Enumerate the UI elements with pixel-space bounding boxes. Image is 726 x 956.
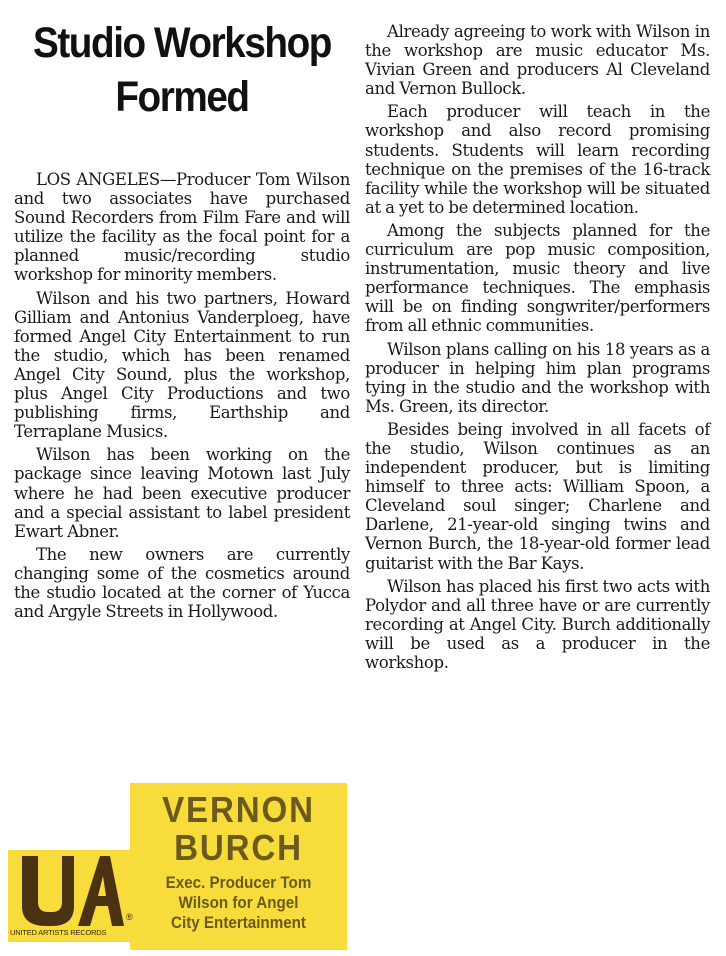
article-paragraph: Wilson has been working on the package since leaving Motown last July where he had been executive producer and a special assistant to label president Ewart Abner. [14,445,350,541]
article-paragraph: Wilson and his two partners, Howard Gilliam and Antonius Vanderploeg, have formed Angel City Entertainment to run the studio, which has been renamed Angel City Sound, plus the workshop, plus Angel City Productions and two publishing firms, Earthship and Terraplane Musics. [14,288,350,442]
ad-credit-line-3: City Entertainment [171,914,306,932]
ua-logo-u [22,856,74,926]
headline-line-2: Formed [115,73,249,121]
ua-logo-a [78,856,124,926]
ua-logo-icon [18,854,126,928]
ua-logo-text: UNITED ARTISTS RECORDS [10,928,107,937]
article-paragraph: LOS ANGELES—Producer Tom Wilson and two associates have purchased Sound Recorders from Film Fare and will utilize the facility as the focal point for a planned music/recording studio workshop for minority members. [14,170,350,285]
ad-name-line-1: VERNON [162,789,315,830]
article-paragraph: Besides being involved in all facets of the studio, Wilson continues as an independent producer, but is limiting himself to three acts: William Spoon, a Cleveland soul singer; Charlene and Darlene, 21-year-old singing twins and Vernon Burch, the 18-year-old former lead guitarist with the Bar Kays. [365,419,710,573]
article-paragraph: Wilson plans calling on his 18 years as a producer in helping him plan programs tying in the studio and the workshop with Ms. Green, its director. [365,339,710,416]
article-paragraph: Each producer will teach in the workshop and also record promising students. Students will learn recording technique on the premises of the 16-track facility while the workshop will be situated at a yet to be determined location. [365,102,710,217]
ad-credit-line-2: Wilson for Angel [178,894,299,912]
headline [29,18,335,122]
right-column [365,22,710,676]
ad-credit-line-1: Exec. Producer Tom [165,874,312,892]
registered-mark: ® [126,912,133,922]
ad-name-line-2: BURCH [174,827,303,868]
headline-line-1: Studio Workshop [32,19,332,67]
united-artists-logo [8,850,136,942]
ad-credit [139,873,339,933]
ad-artist-name [139,791,339,867]
left-body [14,170,350,625]
article-paragraph: Among the subjects planned for the curriculum are pop music composition, instrumentation, music theory and live performance techniques. The emphasis will be on finding songwriter/performers from all ethnic communities. [365,220,710,336]
vernon-burch-ad [130,783,347,950]
article-paragraph: The new owners are currently changing some of the cosmetics around the studio located at the corner of Yucca and Argyle Streets in Hollywood. [14,544,350,622]
article-paragraph: Wilson has placed his first two acts with Polydor and all three have or are currently recording at Angel City. Burch additionally will be used as a producer in the workshop. [365,576,710,672]
left-column [12,18,352,622]
article-paragraph: Already agreeing to work with Wilson in the workshop are music educator Ms. Vivian Green and producers Al Cleveland and Vernon Bullock. [365,22,710,99]
